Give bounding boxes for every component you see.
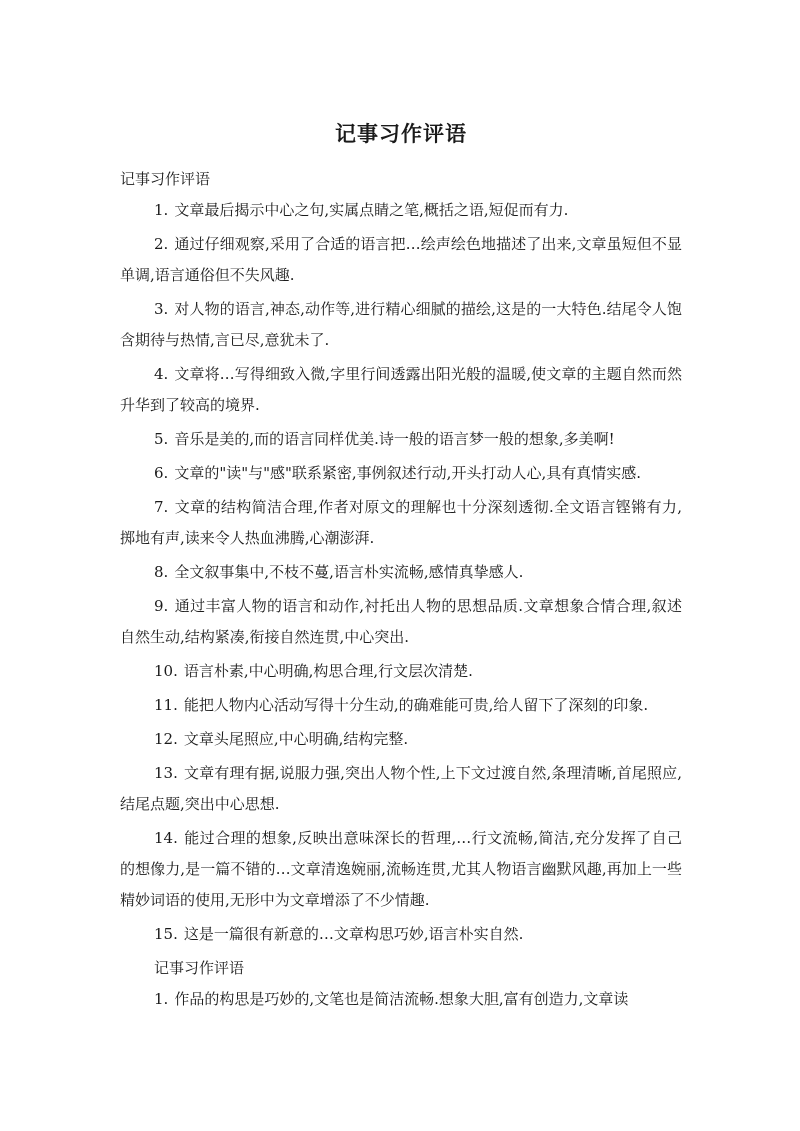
item-text: 文章最后揭示中心之句,实属点睛之笔,概括之语,短促而有力. — [174, 201, 569, 219]
section-heading: 记事习作评语 — [120, 170, 211, 188]
item-number: 11. — [154, 696, 178, 714]
list-item — [120, 823, 682, 916]
item-text: 作品的构思是巧妙的,文笔也是简洁流畅.想象大胆,富有创造力,文章读 — [174, 990, 629, 1008]
list-item — [120, 656, 682, 687]
item-text: 音乐是美的,而的语言同样优美.诗一般的语言梦一般的想象,多美啊! — [174, 430, 615, 448]
item-number: 2. — [154, 235, 169, 253]
item-text: 全文叙事集中,不枝不蔓,语言朴实流畅,感情真挚感人. — [174, 563, 524, 581]
item-text: 这是一篇很有新意的…文章构思巧妙,语言朴实自然. — [183, 925, 524, 943]
list-item — [120, 294, 682, 356]
item-number: 4. — [154, 365, 169, 383]
list-item — [120, 359, 682, 421]
item-text: 能把人物内心活动写得十分生动,的确难能可贵,给人留下了深刻的印象. — [183, 696, 649, 714]
item-number: 15. — [154, 925, 178, 943]
item-number: 6. — [154, 464, 169, 482]
item-text: 文章的"读"与"感"联系紧密,事例叙述行动,开头打动人心,具有真情实感. — [174, 464, 641, 482]
item-text: 文章的结构简洁合理,作者对原文的理解也十分深刻透彻.全文语言铿锵有力,掷地有声,读来令人热血沸腾,心潮澎湃. — [120, 498, 682, 547]
item-text: 文章将…写得细致入微,字里行间透露出阳光般的温暖,使文章的主题自然而然升华到了较高的境界. — [120, 365, 682, 414]
item-text: 通过仔细观察,采用了合适的语言把…绘声绘色地描述了出来,文章虽短但不显单调,语言通俗但不失风趣. — [120, 235, 682, 284]
list-item — [120, 591, 682, 653]
item-number: 1. — [154, 201, 169, 219]
comment-list — [120, 195, 682, 950]
item-number: 12. — [154, 730, 178, 748]
list-item — [120, 557, 682, 588]
item-number: 13. — [154, 764, 178, 782]
list-item — [120, 758, 682, 820]
section-heading: 记事习作评语 — [154, 959, 245, 977]
item-text: 对人物的语言,神态,动作等,进行精心细腻的描绘,这是的一大特色.结尾令人饱含期待与热情,言已尽,意犹未了. — [120, 300, 682, 349]
item-number: 14. — [154, 829, 178, 847]
document-title: 记事习作评语 — [335, 122, 467, 146]
item-number: 7. — [154, 498, 169, 516]
item-text: 能过合理的想象,反映出意味深长的哲理,…行文流畅,简洁,充分发挥了自己的想像力,是一篇不错的…文章清逸婉丽,流畅连贯,尤其人物语言幽默风趣,再加上一些精妙词语的使用,无形中为文章增添了不少情趣. — [120, 829, 682, 909]
list-item — [120, 458, 682, 489]
list-item — [120, 919, 682, 950]
item-text: 文章头尾照应,中心明确,结构完整. — [183, 730, 409, 748]
list-item — [120, 229, 682, 291]
item-number: 10. — [154, 662, 178, 680]
item-number: 5. — [154, 430, 169, 448]
item-number: 9. — [154, 597, 169, 615]
list-item — [120, 984, 682, 1015]
comment-list — [120, 984, 682, 1015]
list-item — [120, 424, 682, 455]
list-item — [120, 724, 682, 755]
item-number: 1. — [154, 990, 169, 1008]
item-number: 8. — [154, 563, 169, 581]
item-number: 3. — [154, 300, 169, 318]
item-text: 文章有理有据,说服力强,突出人物个性,上下文过渡自然,条理清晰,首尾照应,结尾点题,突出中心思想. — [120, 764, 682, 813]
list-item — [120, 492, 682, 554]
list-item — [120, 690, 682, 721]
list-item — [120, 195, 682, 226]
item-text: 通过丰富人物的语言和动作,衬托出人物的思想品质.文章想象合情合理,叙述自然生动,结构紧凑,衔接自然连贯,中心突出. — [120, 597, 682, 646]
item-text: 语言朴素,中心明确,构思合理,行文层次清楚. — [183, 662, 473, 680]
